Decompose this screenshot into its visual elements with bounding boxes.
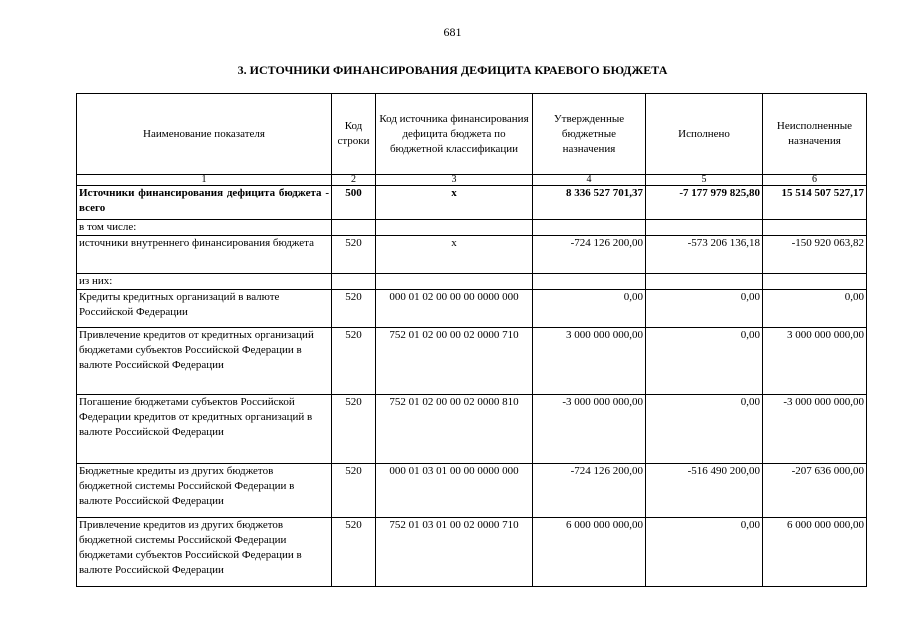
- row-source-code: x: [376, 236, 533, 274]
- column-header: Неисполненные назначения: [763, 94, 867, 175]
- table-row: [77, 395, 867, 464]
- row-approved: -3 000 000 000,00: [533, 395, 646, 464]
- row-name: в том числе:: [77, 220, 332, 236]
- column-header: Наименование показателя: [77, 94, 332, 175]
- table-header-row: [77, 94, 867, 175]
- row-name: Погашение бюджетами субъектов Российской Федерации кредитов от кредитных организаций в валюте Российской Федерации: [77, 395, 332, 464]
- page-title: 3. ИСТОЧНИКИ ФИНАНСИРОВАНИЯ ДЕФИЦИТА КРАЕВОГО БЮДЖЕТА: [237, 63, 668, 77]
- row-unexecuted: 0,00: [763, 290, 867, 328]
- row-source-code: 752 01 02 00 00 02 0000 710: [376, 328, 533, 395]
- row-code: 520: [332, 328, 376, 395]
- row-source-code: 000 01 02 00 00 00 0000 000: [376, 290, 533, 328]
- row-code: [332, 274, 376, 290]
- row-approved: -724 126 200,00: [533, 464, 646, 518]
- row-approved: -724 126 200,00: [533, 236, 646, 274]
- row-source-code: [376, 274, 533, 290]
- row-source-code: 752 01 03 01 00 02 0000 710: [376, 518, 533, 587]
- row-source-code: 752 01 02 00 00 02 0000 810: [376, 395, 533, 464]
- column-number: 3: [376, 175, 533, 186]
- row-code: 500: [332, 186, 376, 220]
- column-number: 4: [533, 175, 646, 186]
- financing-sources-table: [76, 93, 867, 587]
- row-approved: 8 336 527 701,37: [533, 186, 646, 220]
- table-row: [77, 186, 867, 220]
- row-name: из них:: [77, 274, 332, 290]
- row-approved: [533, 220, 646, 236]
- row-executed: -516 490 200,00: [646, 464, 763, 518]
- column-header: Утвержденные бюджетные назначения: [533, 94, 646, 175]
- row-unexecuted: -3 000 000 000,00: [763, 395, 867, 464]
- row-unexecuted: [763, 274, 867, 290]
- column-number: 2: [332, 175, 376, 186]
- column-header: Код источника финансирования дефицита бюджета по бюджетной классификации: [376, 94, 533, 175]
- row-executed: -7 177 979 825,80: [646, 186, 763, 220]
- row-executed: 0,00: [646, 518, 763, 587]
- row-code: [332, 220, 376, 236]
- table-row: [77, 518, 867, 587]
- row-name: Источники финансирования дефицита бюджета - всего: [77, 186, 332, 220]
- row-executed: 0,00: [646, 290, 763, 328]
- row-executed: 0,00: [646, 395, 763, 464]
- row-unexecuted: [763, 220, 867, 236]
- row-code: 520: [332, 290, 376, 328]
- row-source-code: x: [376, 186, 533, 220]
- table-row: [77, 274, 867, 290]
- row-name: Привлечение кредитов из других бюджетов бюджетной системы Российской Федерации бюджетами субъектов Российской Федерации в валюте Российской Федерации: [77, 518, 332, 587]
- row-executed: [646, 220, 763, 236]
- row-name: Кредиты кредитных организаций в валюте Российской Федерации: [77, 290, 332, 328]
- table-row: [77, 220, 867, 236]
- row-name: источники внутреннего финансирования бюджета: [77, 236, 332, 274]
- table-row: [77, 236, 867, 274]
- row-approved: 6 000 000 000,00: [533, 518, 646, 587]
- page-number: 681: [443, 25, 462, 39]
- row-approved: 3 000 000 000,00: [533, 328, 646, 395]
- row-code: 520: [332, 395, 376, 464]
- row-executed: -573 206 136,18: [646, 236, 763, 274]
- row-approved: 0,00: [533, 290, 646, 328]
- column-header: Код строки: [332, 94, 376, 175]
- row-name: Привлечение кредитов от кредитных организаций бюджетами субъектов Российской Федерации в валюте Российской Федерации: [77, 328, 332, 395]
- row-code: 520: [332, 236, 376, 274]
- table-row: [77, 464, 867, 518]
- column-number-row: [77, 175, 867, 186]
- row-approved: [533, 274, 646, 290]
- row-name: Бюджетные кредиты из других бюджетов бюджетной системы Российской Федерации в валюте Российской Федерации: [77, 464, 332, 518]
- row-unexecuted: -207 636 000,00: [763, 464, 867, 518]
- column-number: 1: [77, 175, 332, 186]
- column-number: 5: [646, 175, 763, 186]
- column-number: 6: [763, 175, 867, 186]
- row-executed: [646, 274, 763, 290]
- row-source-code: [376, 220, 533, 236]
- row-unexecuted: 6 000 000 000,00: [763, 518, 867, 587]
- table-row: [77, 290, 867, 328]
- column-header: Исполнено: [646, 94, 763, 175]
- table-row: [77, 328, 867, 395]
- row-code: 520: [332, 464, 376, 518]
- row-source-code: 000 01 03 01 00 00 0000 000: [376, 464, 533, 518]
- row-unexecuted: 15 514 507 527,17: [763, 186, 867, 220]
- row-code: 520: [332, 518, 376, 587]
- row-executed: 0,00: [646, 328, 763, 395]
- row-unexecuted: -150 920 063,82: [763, 236, 867, 274]
- row-unexecuted: 3 000 000 000,00: [763, 328, 867, 395]
